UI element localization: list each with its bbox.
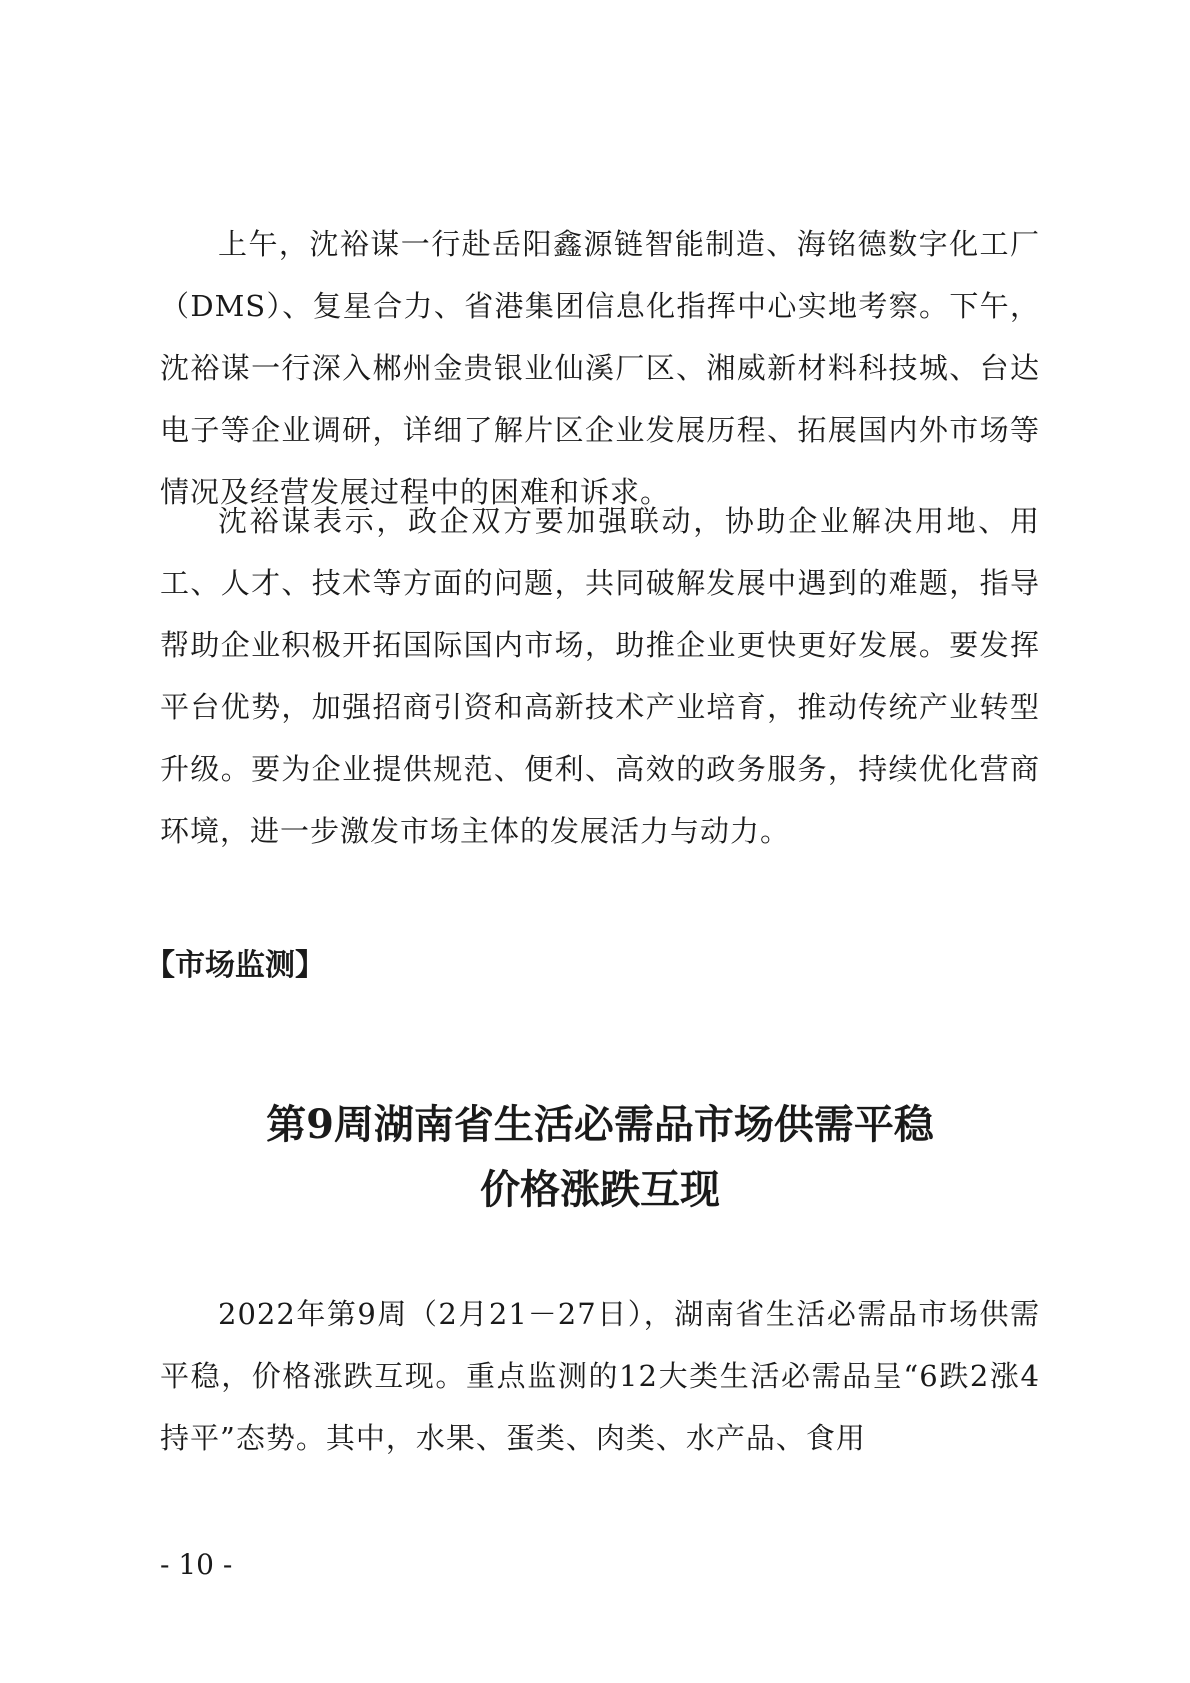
paragraph-market-summary: 2022年第9周（2月21－27日），湖南省生活必需品市场供需平稳，价格涨跌互现。重点监测的12大类生活必需品呈“6跌2涨4持平”态势。其中，水果、蛋类、肉类、水产品、食用: [160, 1297, 1040, 1455]
section-label: 【市场监测】: [145, 948, 325, 983]
article-headline: [160, 1092, 1040, 1222]
headline-line-2: 价格涨跌互现: [480, 1166, 720, 1213]
page-number: - 10 -: [160, 1548, 233, 1581]
paragraph-remarks: 沈裕谋表示，政企双方要加强联动，协助企业解决用地、用工、人才、技术等方面的问题，共同破解发展中遇到的难题，指导帮助企业积极开拓国际国内市场，助推企业更快更好发展。要发挥平台优势，加强招商引资和高新技术产业培育，推动传统产业转型升级。要为企业提供规范、便利、高效的政务服务，持续优化营商环境，进一步激发市场主体的发展活力与动力。: [160, 504, 1040, 848]
paragraph-site-visit: 上午，沈裕谋一行赴岳阳鑫源链智能制造、海铭德数字化工厂（DMS）、复星合力、省港集团信息化指挥中心实地考察。下午，沈裕谋一行深入郴州金贵银业仙溪厂区、湘威新材料科技城、台达电子等企业调研，详细了解片区企业发展历程、拓展国内外市场等情况及经营发展过程中的困难和诉求。: [160, 227, 1040, 509]
headline-line-1: 第9周湖南省生活必需品市场供需平稳: [266, 1101, 934, 1148]
